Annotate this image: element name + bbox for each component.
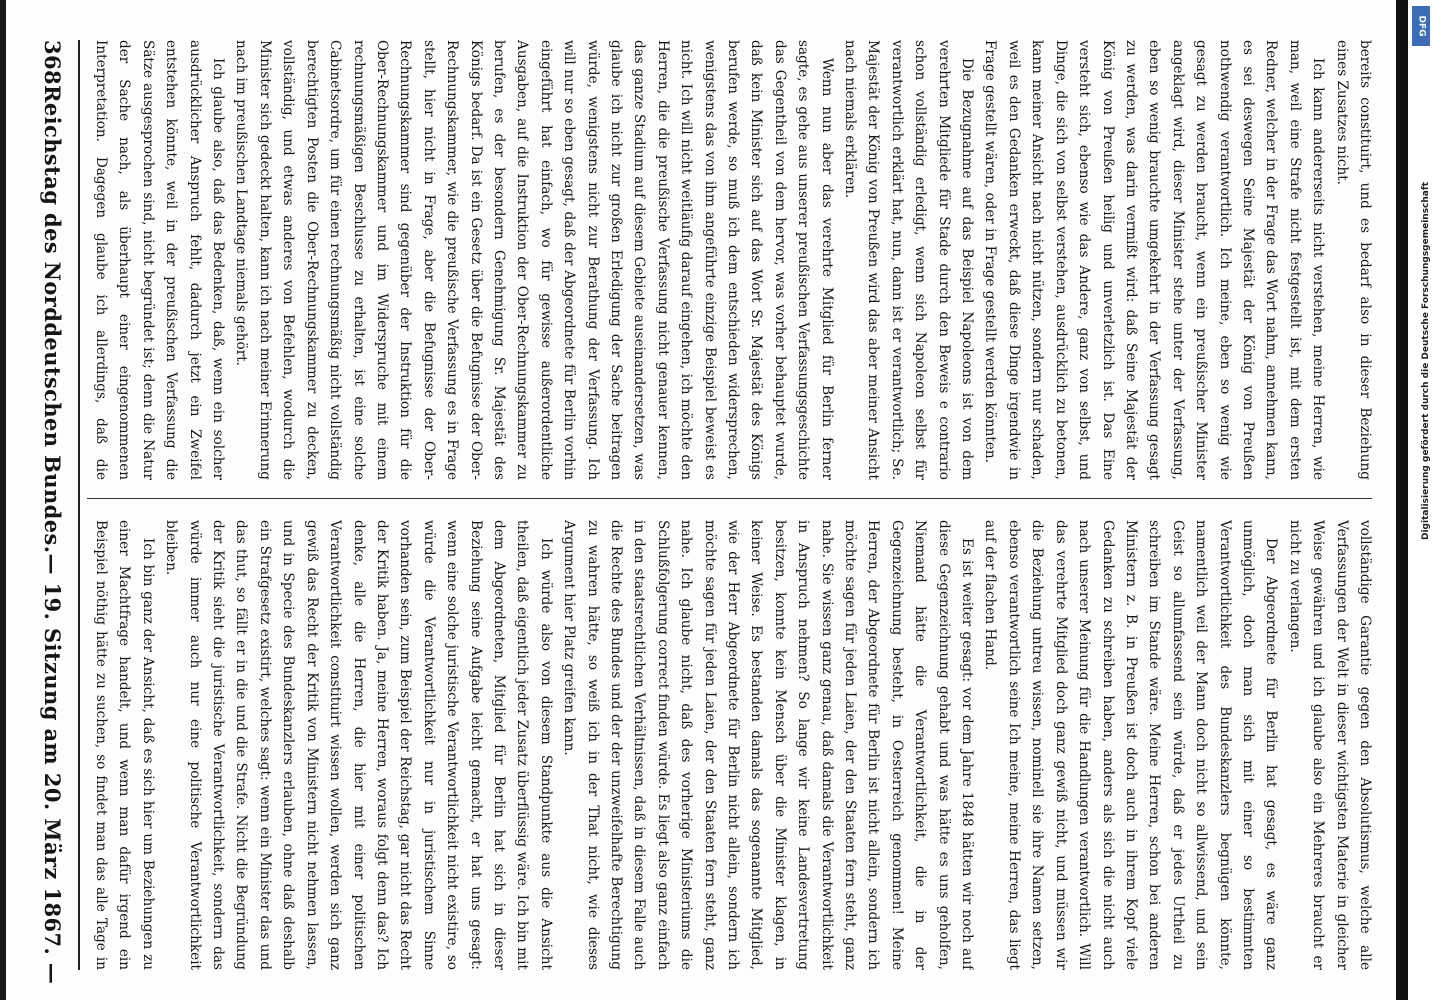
text-column-left [86, 40, 1376, 480]
dfg-logo-text: DFG [1416, 15, 1427, 37]
paragraph: Die Bezugnahme auf das Beispiel Napoleons ist von dem verehrten Mitgliede für Stade durch den Beweis e contrario schon vollständig erledigt, wenn sich Napoleon selbst für verantwortlich erklärt hat, nun, dann ist er verantwortlich; Se. Majestät der König von Preußen wird das aber meiner Ansicht nach niemals erklären. [842, 40, 976, 480]
paragraph: Der Abgeordnete für Berlin hat gesagt, es wäre ganz unmöglich, doch man sich mit einer so bestimmten Verantwortlichkeit des Bundeskanzlers begnügen könnte, namentlich weil der Mann doch nicht so allwissend, und sein Geist so allumfassend sein würde, daß er jedes Urtheil zu schreiben im Stande wäre. Meine Herren, schon bei anderen Ministern z. B. in Preußen ist doch auch in ihrem Kopf viele Gedanken zu schreiben haben, anders als sich die nicht auch nach unserer Meinung für die Handlungen verantwortlich. Will das verehrte Mitglied doch ganz gewiß nicht, und müssen wir die Beziehung untreu wissen, nominell sie ihre Namen setzen, ebenso verantwortlich seine Ich meine, meine Herren, das liegt auf der flachen Hand. [982, 520, 1280, 970]
paragraph: Wenn nun aber das verehrte Mitglied für Berlin ferner sagte, es gehe aus unserer preußischen Verfassungsgeschichte das Gegentheil von dem hervor, was vorher behauptet wurde, daß kein Minister sich auf das Wort Sr. Majestät des Königs berufen werde, so muß ich dem entschieden widersprechen, wenigstens das von ihm angeführte einzige Beispiel beweist es nicht. Ich will nicht weitläufig darauf eingehen, ich möchte den Herren, die die preußische Verfassung nicht genauer kennen, das ganze Stadium auf diesem Gebiete auseinandersetzen, was glaube ich nicht zur großen Erledigung der Sache beitragen würde, wenigstens nicht zur Berathung der Verfassung. Ich will nur so eben gesagt, daß der Abgeordnete für Berlin vorhin eingeführt hat einfach, wo für gewisse außerordentliche Ausgaben, auf die Instruktion der Ober-Rechnungskammer zu berufen, es der besondern Genehmigung Sr. Majestät des Königs bedarf. Da ist ein Gesetz über die Befugnisse der Ober-Rechnungskammer, wie die preußische Verfassung es in Frage stellt, hier nicht in Frage, aber die Befugnisse der Ober-Rechnungskammer sind gegenüber der Instruktion für die Ober-Rechnungskammer und im Widerspruche mit einem rechnungsmäßigen Beschlusse zu erhalten, ist eine solche Cabinetsordre, um für einen rechnungsmäßig nicht vollständig berechtigten Posten die Ober-Rechnungskammer zu decken, vollständig, und etwas anderes von Befehlen, wodurch die Minister sich gedeckt halten, kann ich nach meiner Erinnerung nach im preußischen Landtage niemals gehört. [233, 40, 835, 480]
publication-title: Reichstag des Norddeutschen Bundes. [40, 85, 66, 554]
text-column-right [86, 520, 1376, 970]
paragraph: Ich würde also von diesem Standpunkte aus die Ansicht theilen, daß eigentlich jeder Zusatz überflüssig wäre. Ich bin mit dem Abgeordneten, Mitglied für Berlin hat sich in dieser Beziehung seine Aufgabe leicht gemacht, er hat uns gesagt: wenn eine solche juristische Verantwortlichkeit nicht existire, so würde die Verantwortlichkeit nur in juristischem Sinne vorhanden sein, zum Beispiel der Reichstag, gar nicht das Recht der Kritik haben. Ja, meine Herren, woraus folgt denn das? Ich denke, alle die Herren, die hier mit einer politischen Verantwortlichkeit constituirt wissen wollen, werden sich ganz gewiß das Recht der Kritik von Ministern nicht nehmen lassen, und in Specie des Bundeskanzlers erlauben, ohne daß deshalb ein Strafgesetz existirt, welches sagt: wenn ein Minister das und das thut, so fällt er in die und die Strafe. Nicht die Begründung der Kritik sieht die juristische Verantwortlichkeit, sondern das würde immer auch nur eine politische Verantwortlichkeit bleiben. [163, 520, 554, 970]
page-number: 368 [40, 40, 66, 86]
paragraph: vollständige Garantie gegen den Absolutismus, welche alle Verfassungen der Welt in dieser wichtigsten Materie in gleicher Weise gewähren und ich glaube also ein Mehreres braucht er nicht zu verlangen. [1286, 520, 1373, 970]
paragraph: Ich bin ganz der Ansicht, daß es sich hier um Beziehungen zu einer Machtfrage handelt, und wenn man dafür irgend ein Beispiel nöthig hätte zu suchen, so findet man das alle Tage in [93, 520, 156, 970]
session-title: — 19. Sitzung am 20. März 1867. — [40, 553, 66, 985]
scan-edge-left [0, 0, 6, 1000]
header-rule [78, 40, 80, 970]
rotated-newspaper-page [16, 0, 1396, 1000]
page-header [38, 40, 68, 985]
paragraph: bereits constituirt, und es bedarf also in dieser Beziehung eines Zusatzes nicht. [1333, 40, 1373, 480]
dfg-logo [1412, 6, 1430, 46]
paragraph: Es ist weiter gesagt: vor dem Jahre 1848 hätten wir noch auf diese Gegenzeichnung gehabt und was hätte es uns geholfen, Niemand hätte die Verantwortlichkeit, die in der Gegenzeichnung besteht, in Oesterreich genommen! Meine Herren, der Abgeordnete für Berlin ist nicht allein, sondern ich möchte sagen für jeden Laien, der den Staaten fern steht, ganz nahe. Sie wissen ganz genau, daß damals die Verantwortlichkeit in Anspruch nehmen? So lange wir keine Landesvertretung besitzen, konnte kein Mensch über die Minister klagen, in keiner Weise. Es bestanden damals das sogenannte Mitglied, wie der Herr Abgeordnete für Berlin nicht allein, sondern ich möchte sagen für jeden Laien, der den Staaten fern steht, ganz nahe. Ich glaube nicht, daß des vorherige Ministeriums die Schlußfolgerung correct finden würde. Es liegt also ganz einfach in den staatsrechtlichen Verhältnissen, daß in diesem Falle auch die Rechte des Bundes und der der unzweifelhafte Berechtigung zu wahren hätte, so weiß ich in der That nicht, wie dieses Argument hier Platz greifen kann. [561, 520, 976, 970]
paragraph: Ich glaube also, daß das Bedenken, daß, wenn ein solcher ausdrücklicher Anspruch fehlt, dadurch jetzt ein Zweifel entstehen könnte, weil in der preußischen Verfassung die Sätze ausgesprochen sind, nicht begründet ist; denn die Natur der Sache nach, als überhaupt einer eingenommenen Interpretation. Dagegen glaube ich allerdings, daß die [93, 40, 227, 480]
digitization-credit-text: Digitalisierung gefördert durch die Deutsche Forschungsgemeinschaft [1421, 181, 1431, 540]
column-divider [87, 498, 1372, 499]
paragraph: Ich kann andererseits nicht verstehen, meine Herren, wie man, weil eine Strafe nicht festgestellt ist, mit dem ersten Redner, welcher in der Frage das Wort nahm, annehmen kann, es sei deswegen Seine Majestät der König von Preußen nothwendig verantwortlich. Ich meine, eben so wenig wie gesagt zu werden braucht, wenn ein preußischer Minister angeklagt wird, dieser Minister stehe unter der Verfassung, eben so wenig brauchte umgekehrt in der Verfassung gesagt zu werden, was darin vermißt wird: daß Seine Majestät der König von Preußen heilig und unverletzlich ist. Das Eine versteht sich, ebenso wie das Andere, ganz von selbst, und Dinge, die sich von selbst verstehen, ausdrücklich zu betonen, kann meiner Ansicht nach nicht nützen, sondern nur schaden, weil es den Gedanken erweckt, daß diese Dinge irgendwie in Frage gestellt wären, oder in Frage gestellt werden könnten. [982, 40, 1327, 480]
